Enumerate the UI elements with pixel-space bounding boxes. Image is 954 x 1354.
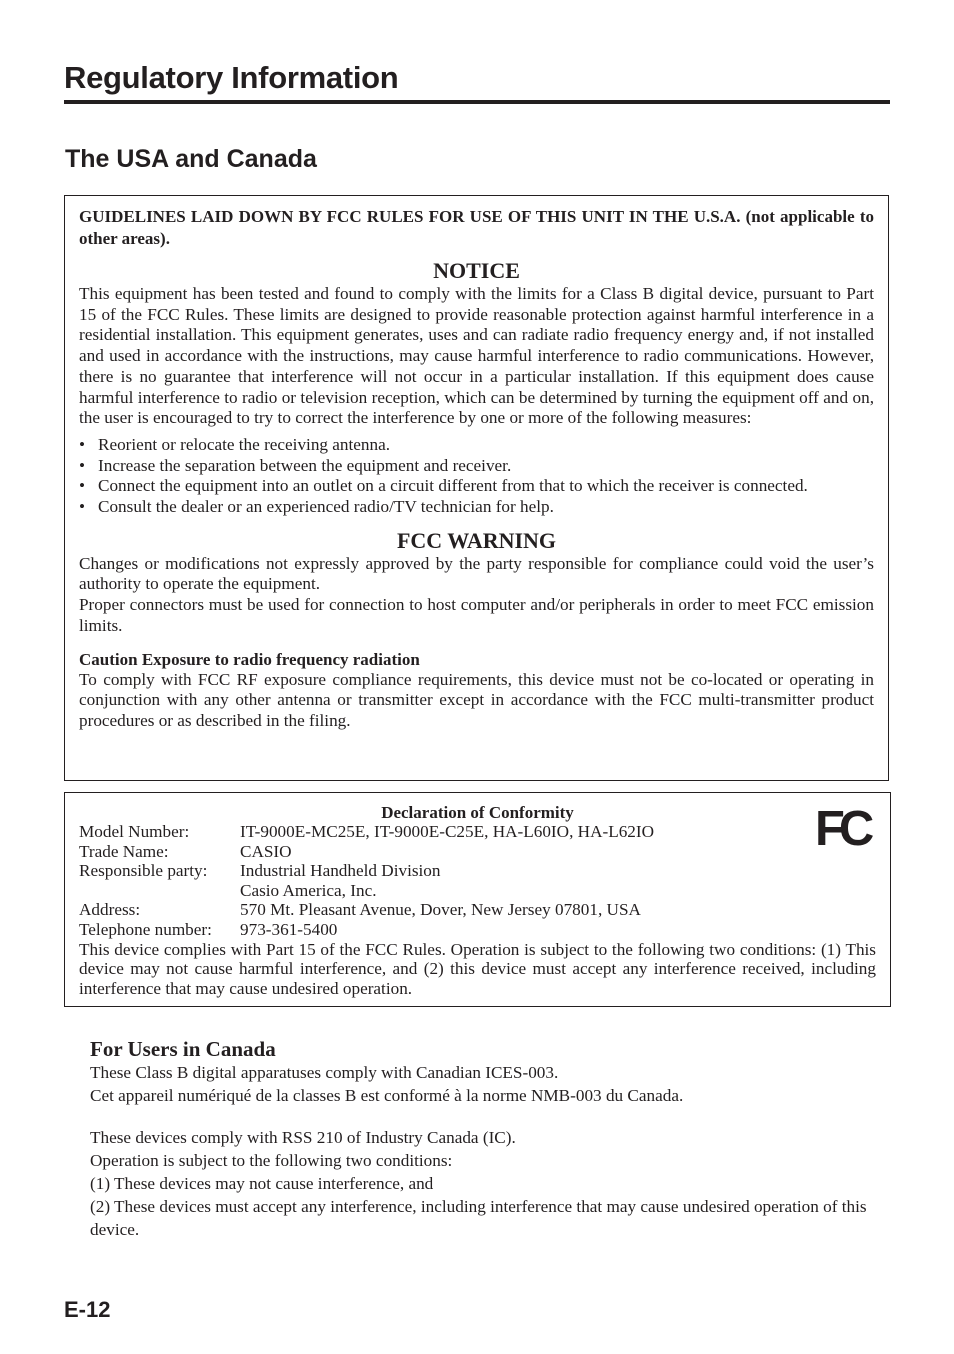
canada-line: These devices comply with RSS 210 of Industry Canada (IC).	[90, 1128, 516, 1147]
page-title: Regulatory Information	[64, 60, 890, 104]
list-item	[79, 476, 874, 497]
doc-row	[79, 920, 876, 940]
doc-row	[79, 900, 876, 920]
bullet-icon: •	[79, 497, 86, 517]
measure-text: Consult the dealer or an experienced radio/TV technician for help.	[98, 497, 554, 517]
section-title: The USA and Canada	[65, 145, 317, 173]
measure-text: Reorient or relocate the receiving antenna.	[98, 434, 391, 454]
doc-row-label: Responsible party:	[79, 861, 208, 881]
measures-list	[79, 435, 874, 518]
fcc-logo-icon	[816, 803, 878, 856]
bullet-icon: •	[79, 476, 86, 496]
declaration-heading: Declaration of Conformity	[381, 803, 574, 822]
list-item	[79, 435, 874, 456]
fcc-warning-text-2: Proper connectors must be used for connection to host computer and/or peripherals in order to meet FCC emission limits.	[79, 595, 874, 635]
declaration-of-conformity-box	[64, 792, 891, 1007]
doc-row-value: 973-361-5400	[240, 919, 338, 939]
canada-line: (2) These devices must accept any interference, including interference that may cause undesired operation of this device.	[90, 1197, 867, 1239]
caution-heading: Caution Exposure to radio frequency radiation	[79, 649, 420, 669]
fcc-notice-box	[64, 195, 889, 781]
doc-row-label: Model Number:	[79, 822, 190, 841]
doc-row-value: Industrial Handheld Division	[240, 861, 441, 881]
measure-text: Increase the separation between the equipment and receiver.	[98, 455, 512, 475]
notice-body: This equipment has been tested and found to comply with the limits for a Class B digital device, pursuant to Part 15 of the FCC Rules. These limits are designed to provide reasonable protection against harmful interference in a residential installation. This equipment generates, uses and can radiate radio frequency energy and, if not installed and used in accordance with the instructions, may cause harmful interference to radio communications. However, there is no guarantee that interference will not occur in a particular installation. If this equipment does cause harmful interference to radio or television reception, which can be determined by turning the equipment off and on, the user is encouraged to try to correct the interference by one or more of the following measures:	[79, 284, 874, 428]
compliance-statement: This device complies with Part 15 of the FCC Rules. Operation is subject to the following two conditions: (1) This device may not cause harmful interference, and (2) this device must accept any interference received, including interference that may cause undesired operation.	[79, 939, 876, 998]
doc-row-value: CASIO	[240, 841, 292, 861]
doc-row-label	[79, 881, 240, 901]
doc-row-value: IT-9000E-MC25E, IT-9000E-C25E, HA-L60IO, HA-L62IO	[240, 822, 655, 841]
doc-row	[79, 881, 876, 901]
doc-row-label: Telephone number:	[79, 919, 212, 939]
doc-row-label: Trade Name:	[79, 841, 169, 861]
doc-row-value: Casio America, Inc.	[240, 880, 377, 900]
doc-row	[79, 842, 876, 862]
canada-line: (1) These devices may not cause interference, and	[90, 1174, 434, 1193]
fcc-warning-heading: FCC WARNING	[396, 527, 557, 553]
bullet-icon: •	[79, 455, 86, 475]
canada-line: These Class B digital apparatuses comply with Canadian ICES-003.	[90, 1063, 559, 1082]
fcc-warning-text-1: Changes or modifications not expressly approved by the party responsible for compliance could void the user’s authority to operate the equipment.	[79, 553, 874, 594]
canada-heading: For Users in Canada	[90, 1037, 276, 1061]
page-number: E-12	[64, 1297, 111, 1322]
doc-row-label: Address:	[79, 900, 141, 920]
list-item	[79, 497, 874, 518]
bullet-icon: •	[79, 434, 86, 454]
fcc-guidelines: GUIDELINES LAID DOWN BY FCC RULES FOR USE OF THIS UNIT IN THE U.S.A. (not applicable to other areas).	[79, 207, 874, 248]
caution-body: To comply with FCC RF exposure compliance requirements, this device must not be co-located or operating in conjunction with any other antenna or transmitter except in accordance with the FCC multi-transmitter product procedures or as described in the filing.	[79, 669, 874, 730]
doc-row	[79, 861, 876, 881]
notice-heading: NOTICE	[433, 258, 520, 283]
canada-section	[90, 1037, 890, 1241]
canada-line: Cet appareil numériqué de la classes B est conformé à la norme NMB-003 du Canada.	[90, 1086, 684, 1105]
canada-line: Operation is subject to the following two conditions:	[90, 1151, 453, 1170]
doc-row-value: 570 Mt. Pleasant Avenue, Dover, New Jersey 07801, USA	[240, 900, 641, 920]
list-item	[79, 456, 874, 477]
fcc-logo-text: FC	[816, 803, 869, 851]
doc-row	[79, 822, 876, 842]
measure-text: Connect the equipment into an outlet on a circuit different from that to which the receiver is connected.	[98, 476, 808, 496]
